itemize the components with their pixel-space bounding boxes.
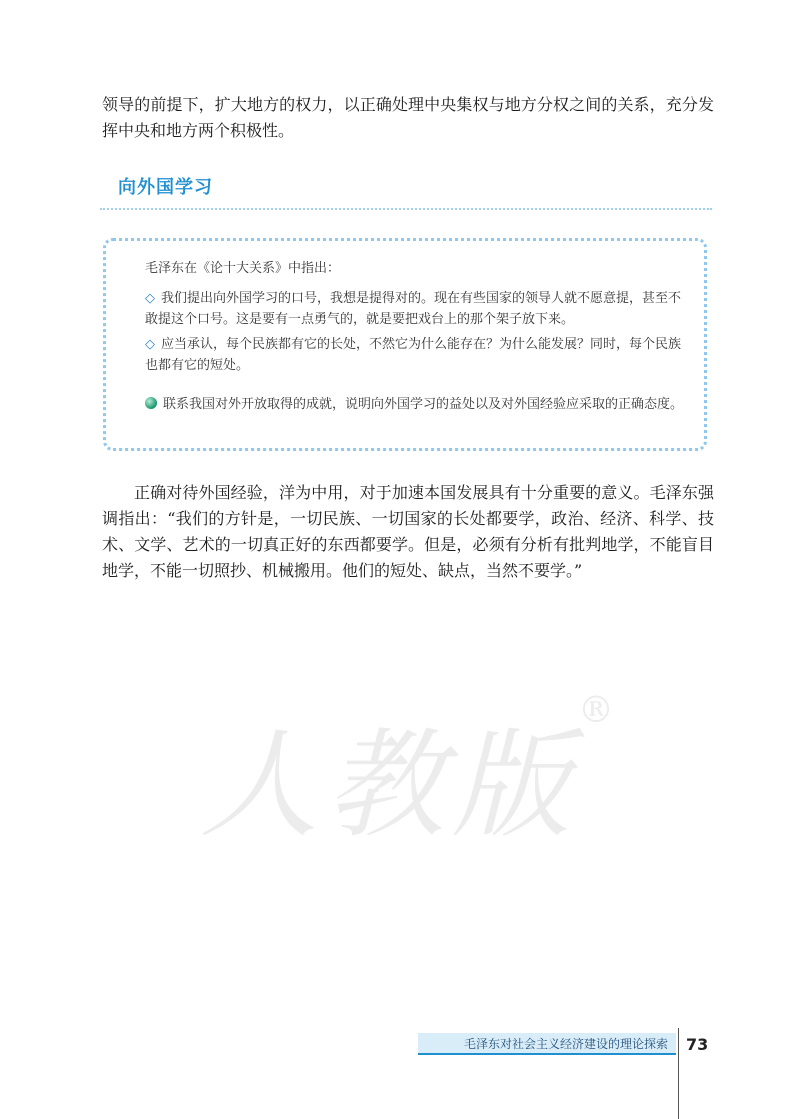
publisher-watermark	[200, 690, 622, 860]
quote-item-2-text: 应当承认，每个民族都有它的长处，不然它为什么能存在？为什么能发展？同时，每个民族也都有它的短处。	[145, 337, 682, 373]
footer-chapter-title: 毛泽东对社会主义经济建设的理论探索	[418, 1033, 676, 1055]
quote-item-1-text: 我们提出向外国学习的口号，我想是提得对的。现在有些国家的领导人就不愿意提，甚至不敢提这个口号。这是要有一点勇气的，就是要把戏台上的那个架子放下来。	[145, 291, 682, 327]
footer-divider	[678, 1028, 679, 1119]
quote-intro: 毛泽东在《论十大关系》中指出：	[145, 261, 341, 276]
body-paragraph-2: 正确对待外国经验，洋为中用，对于加速本国发展具有十分重要的意义。毛泽东强调指出：“我们的方针是，一切民族、一切国家的长处都要学，政治、经济、科学、技术、文学、艺术的一切真正好的东西都要学。但是，必须有分析有批判地学，不能盲目地学，不能一切照抄、机械搬用。他们的短处、缺点，当然不要学。”	[102, 483, 714, 580]
discussion-task-text: 联系我国对外开放取得的成就，说明向外国学习的益处以及对外国经验应采取的正确态度。	[163, 397, 684, 412]
body-paragraph-1: 领导的前提下，扩大地方的权力，以正确处理中央集权与地方分权之间的关系，充分发挥中央和地方两个积极性。	[102, 95, 714, 140]
quote-item-2	[145, 334, 690, 376]
section-title: 向外国学习	[118, 177, 213, 198]
diamond-bullet-icon: ◇	[145, 291, 155, 306]
page-number: 73	[686, 1035, 709, 1054]
diamond-bullet-icon: ◇	[145, 337, 155, 352]
quote-item-1	[145, 288, 690, 330]
discussion-task	[145, 394, 690, 415]
globe-icon	[145, 397, 157, 409]
watermark-text: 人教版	[200, 716, 579, 854]
section-divider	[100, 208, 712, 210]
registered-mark: ®	[578, 690, 623, 731]
